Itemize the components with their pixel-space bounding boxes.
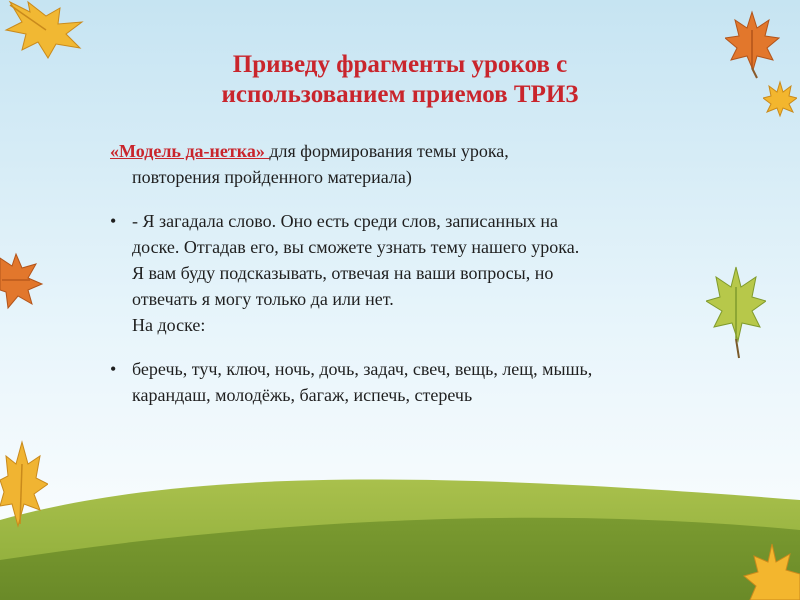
speech-line: Я вам буду подсказывать, отвечая на ваши вопросы, но — [132, 263, 554, 283]
maple-leaf-icon — [706, 265, 766, 360]
slide-title — [0, 50, 800, 110]
slide-body — [110, 138, 710, 426]
maple-leaf-icon — [0, 250, 44, 312]
maple-leaf-icon — [0, 440, 48, 530]
paragraph-method — [110, 138, 710, 190]
speech-line: доске. Отгадав его, вы сможете узнать тему нашего урока. — [132, 237, 580, 257]
method-name-highlight: «Модель да-нетка» — [110, 141, 270, 161]
paragraph-teacher-speech — [110, 208, 710, 338]
word-list-line: карандаш, молодёжь, багаж, испечь, стеречь — [132, 385, 473, 405]
paragraph-method-line-2: повторения пройденного материала) — [132, 167, 412, 187]
bullet-marker: • — [110, 359, 117, 379]
word-list-line: беречь, туч, ключ, ночь, дочь, задач, свеч, вещь, лещ, мышь, — [132, 359, 593, 379]
slide-title-line-1: Приведу фрагменты уроков с — [232, 51, 568, 78]
method-description: для формирования темы урока, — [269, 141, 509, 161]
paragraph-method-line-1 — [110, 138, 710, 164]
paragraph-word-list — [110, 356, 710, 408]
speech-line: отвечать я могу только да или нет. — [132, 289, 394, 309]
bullet-marker: • — [110, 211, 117, 231]
slide-title-line-2: использованием приемов ТРИЗ — [221, 81, 579, 108]
speech-line: - Я загадала слово. Оно есть среди слов, записанных на — [132, 211, 559, 231]
maple-leaf-icon — [742, 540, 800, 600]
speech-line: На доске: — [132, 315, 206, 335]
